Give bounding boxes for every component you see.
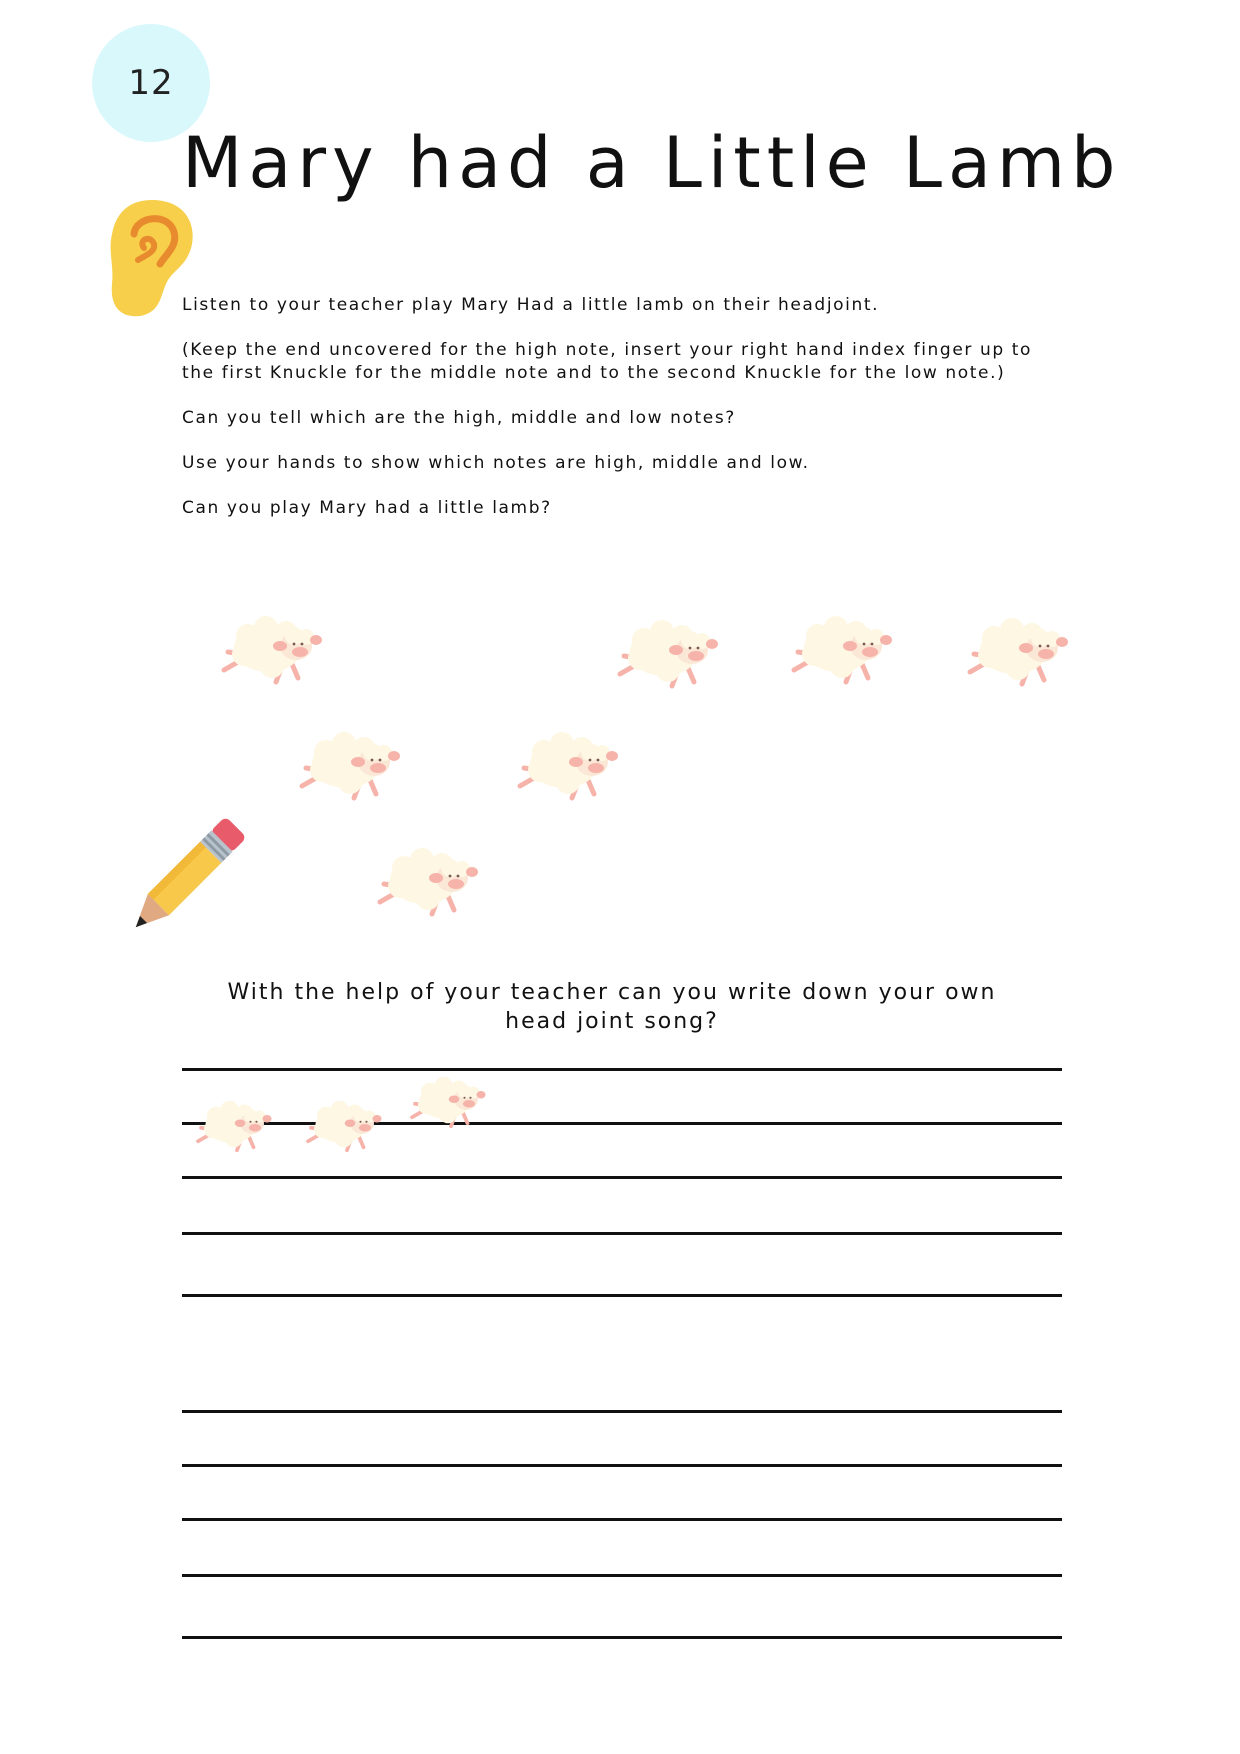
writing-line	[182, 1518, 1062, 1521]
writing-line	[182, 1464, 1062, 1467]
instructions	[182, 294, 1042, 542]
sheep-icon	[192, 1096, 276, 1158]
writing-line	[182, 1068, 1062, 1071]
sheep-icon	[294, 726, 406, 808]
instruction-hands: Use your hands to show which notes are high, middle and low.	[182, 453, 810, 473]
writing-line	[182, 1410, 1062, 1413]
writing-line	[182, 1232, 1062, 1235]
sheep-icon	[786, 610, 898, 692]
writing-prompt-line-2: head joint song?	[505, 1009, 719, 1034]
sheep-icon	[962, 612, 1074, 694]
instruction-fingering: (Keep the end uncovered for the high note, insert your right hand index finger up to the first Knuckle for the middle note and to the second Knuckle for the low note.)	[182, 340, 1033, 383]
writing-line	[182, 1574, 1062, 1577]
writing-line	[182, 1176, 1062, 1179]
writing-line	[182, 1294, 1062, 1297]
page-title: Mary had a Little Lamb	[182, 122, 1122, 204]
instruction-play: Can you play Mary had a little lamb?	[182, 498, 552, 518]
sheep-icon	[406, 1072, 490, 1134]
sheep-icon	[372, 842, 484, 924]
pencil-icon	[112, 812, 250, 952]
sheep-icon	[512, 726, 624, 808]
sheep-icon	[302, 1096, 386, 1158]
writing-prompt-line-1: With the help of your teacher can you write down your own	[227, 980, 997, 1005]
page-number: 12	[128, 63, 174, 103]
sheep-icon	[216, 610, 328, 692]
instruction-identify-notes: Can you tell which are the high, middle and low notes?	[182, 408, 736, 428]
writing-prompt	[212, 978, 1012, 1036]
writing-line	[182, 1636, 1062, 1639]
sheep-icon	[612, 614, 724, 696]
instruction-listen: Listen to your teacher play Mary Had a little lamb on their headjoint.	[182, 295, 880, 315]
